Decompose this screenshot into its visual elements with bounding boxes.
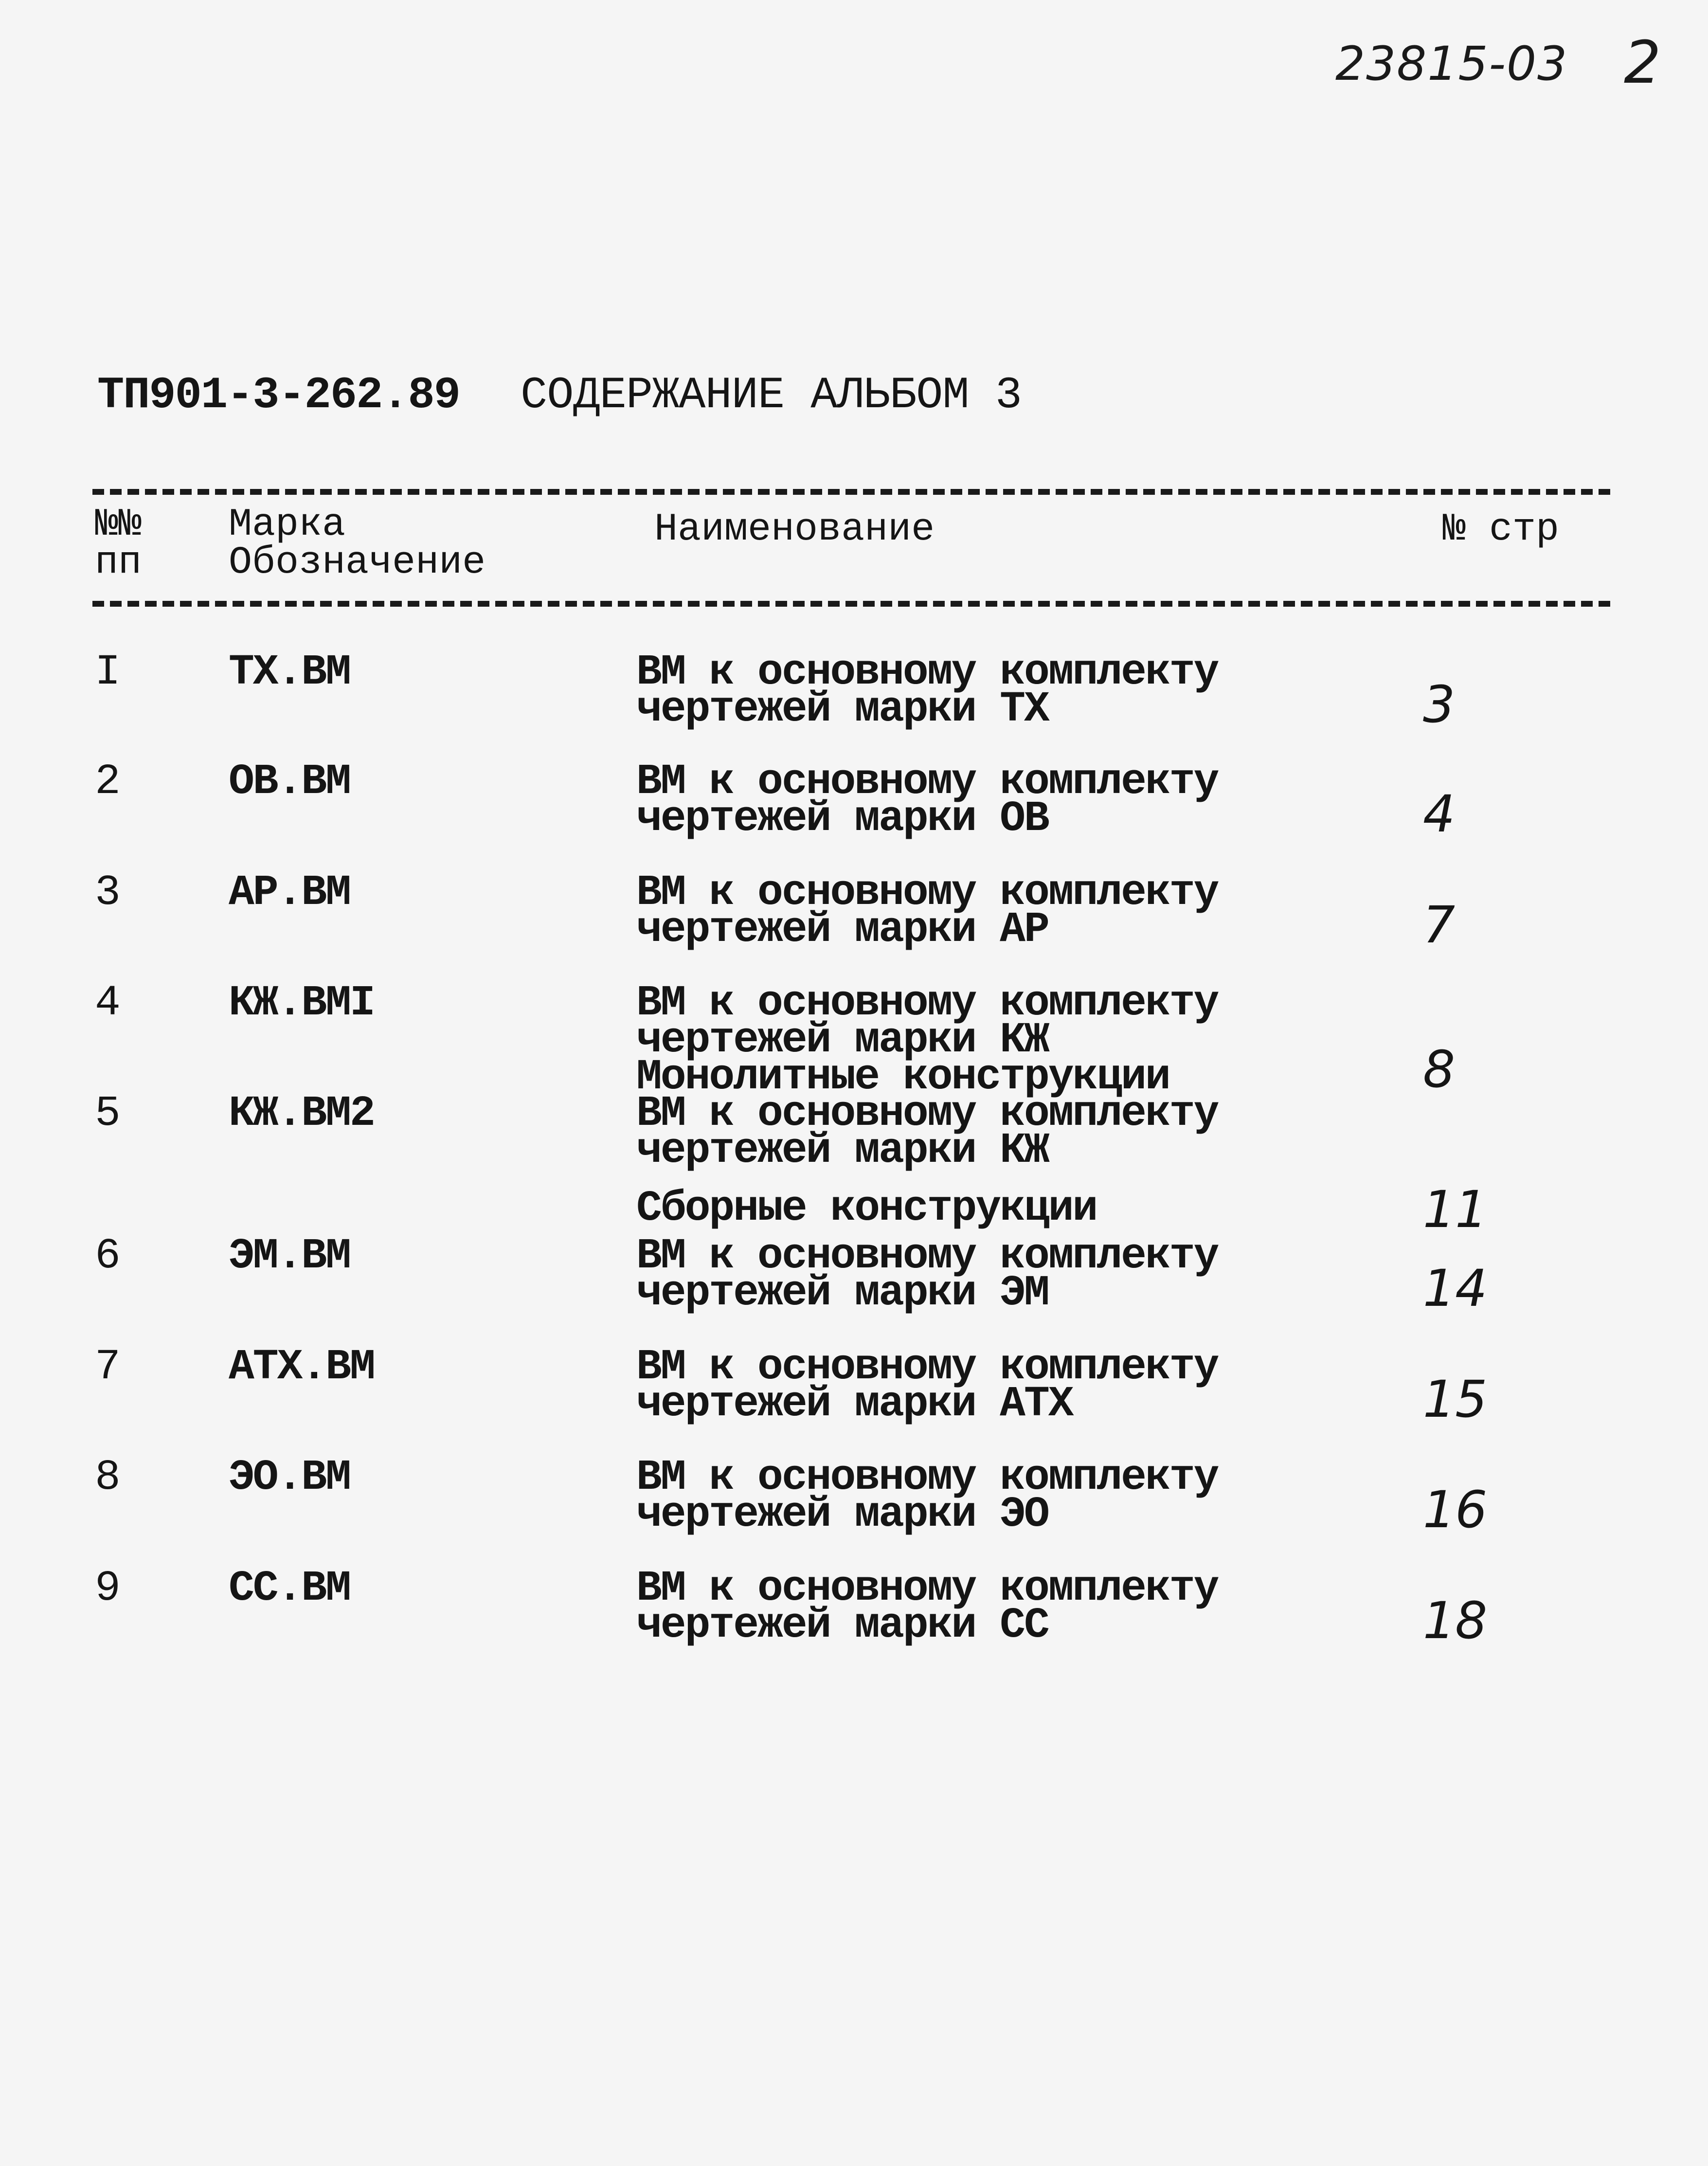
row-page: 14 bbox=[1423, 1259, 1488, 1318]
row-page: 4 bbox=[1423, 784, 1456, 844]
row-mark: ЭО.ВМ bbox=[229, 1454, 350, 1502]
row-name: ВМ к основному комплекту чертежей марки СС bbox=[636, 1565, 1218, 1650]
row-name: ВМ к основному комплекту чертежей марки ЭО bbox=[636, 1454, 1218, 1539]
row-name: ВМ к основному комплекту чертежей марки КЖ Монолитные конструкции bbox=[636, 979, 1218, 1101]
document-code: ТП901-3-262.89 bbox=[97, 370, 460, 421]
row-name: ВМ к основному комплекту чертежей марки КЖ bbox=[636, 1090, 1218, 1175]
row-name: ВМ к основному комплекту чертежей марки АР bbox=[636, 869, 1218, 954]
row-number: 6 bbox=[95, 1232, 121, 1281]
row-number: 4 bbox=[95, 979, 121, 1028]
row-name: ВМ к основному комплекту чертежей марки ОВ bbox=[636, 758, 1218, 843]
archive-number: 23815-03 bbox=[1335, 36, 1568, 91]
column-header-page: № стр bbox=[1442, 507, 1560, 552]
row-page: 8 bbox=[1423, 1040, 1456, 1099]
row-number: I bbox=[95, 649, 121, 697]
row-number: 9 bbox=[95, 1565, 121, 1613]
row-name: ВМ к основному комплекту чертежей марки АТХ bbox=[636, 1343, 1218, 1428]
row-page: 18 bbox=[1423, 1591, 1488, 1650]
row-number: 7 bbox=[95, 1343, 121, 1391]
row-mark: АР.ВМ bbox=[229, 869, 350, 917]
row-mark: ОВ.ВМ bbox=[229, 758, 350, 806]
row-name: ВМ к основному комплекту чертежей марки ЭМ bbox=[636, 1232, 1218, 1318]
sheet-number: 2 bbox=[1624, 29, 1661, 97]
table-header-top-rule bbox=[92, 489, 1610, 495]
document-title: СОДЕРЖАНИЕ АЛЬБОМ 3 bbox=[521, 370, 1022, 421]
row-page: 15 bbox=[1423, 1370, 1488, 1429]
row-page: 3 bbox=[1423, 675, 1456, 734]
row-number: 2 bbox=[95, 758, 121, 806]
column-header-number: №№ пп bbox=[95, 503, 142, 585]
row-mark: ТХ.ВМ bbox=[229, 649, 350, 697]
row-mark: СС.ВМ bbox=[229, 1565, 350, 1613]
table-header-bottom-rule bbox=[92, 601, 1610, 607]
row-page: 16 bbox=[1423, 1480, 1488, 1539]
row-number: 3 bbox=[95, 869, 121, 917]
row-subtitle: Сборные конструкции bbox=[636, 1185, 1097, 1233]
column-header-name: Наименование bbox=[654, 507, 935, 552]
row-number: 8 bbox=[95, 1454, 121, 1502]
row-mark: КЖ.ВМ2 bbox=[229, 1090, 374, 1138]
row-page: 11 bbox=[1423, 1180, 1488, 1239]
row-page: 7 bbox=[1423, 895, 1456, 955]
row-mark: КЖ.ВМI bbox=[229, 979, 374, 1028]
row-name: ВМ к основному комплекту чертежей марки ТХ bbox=[636, 649, 1218, 734]
row-mark: ЭМ.ВМ bbox=[229, 1232, 350, 1281]
column-header-mark: Марка Обозначение bbox=[229, 503, 486, 585]
row-number: 5 bbox=[95, 1090, 121, 1138]
row-mark: АТХ.ВМ bbox=[229, 1343, 374, 1391]
